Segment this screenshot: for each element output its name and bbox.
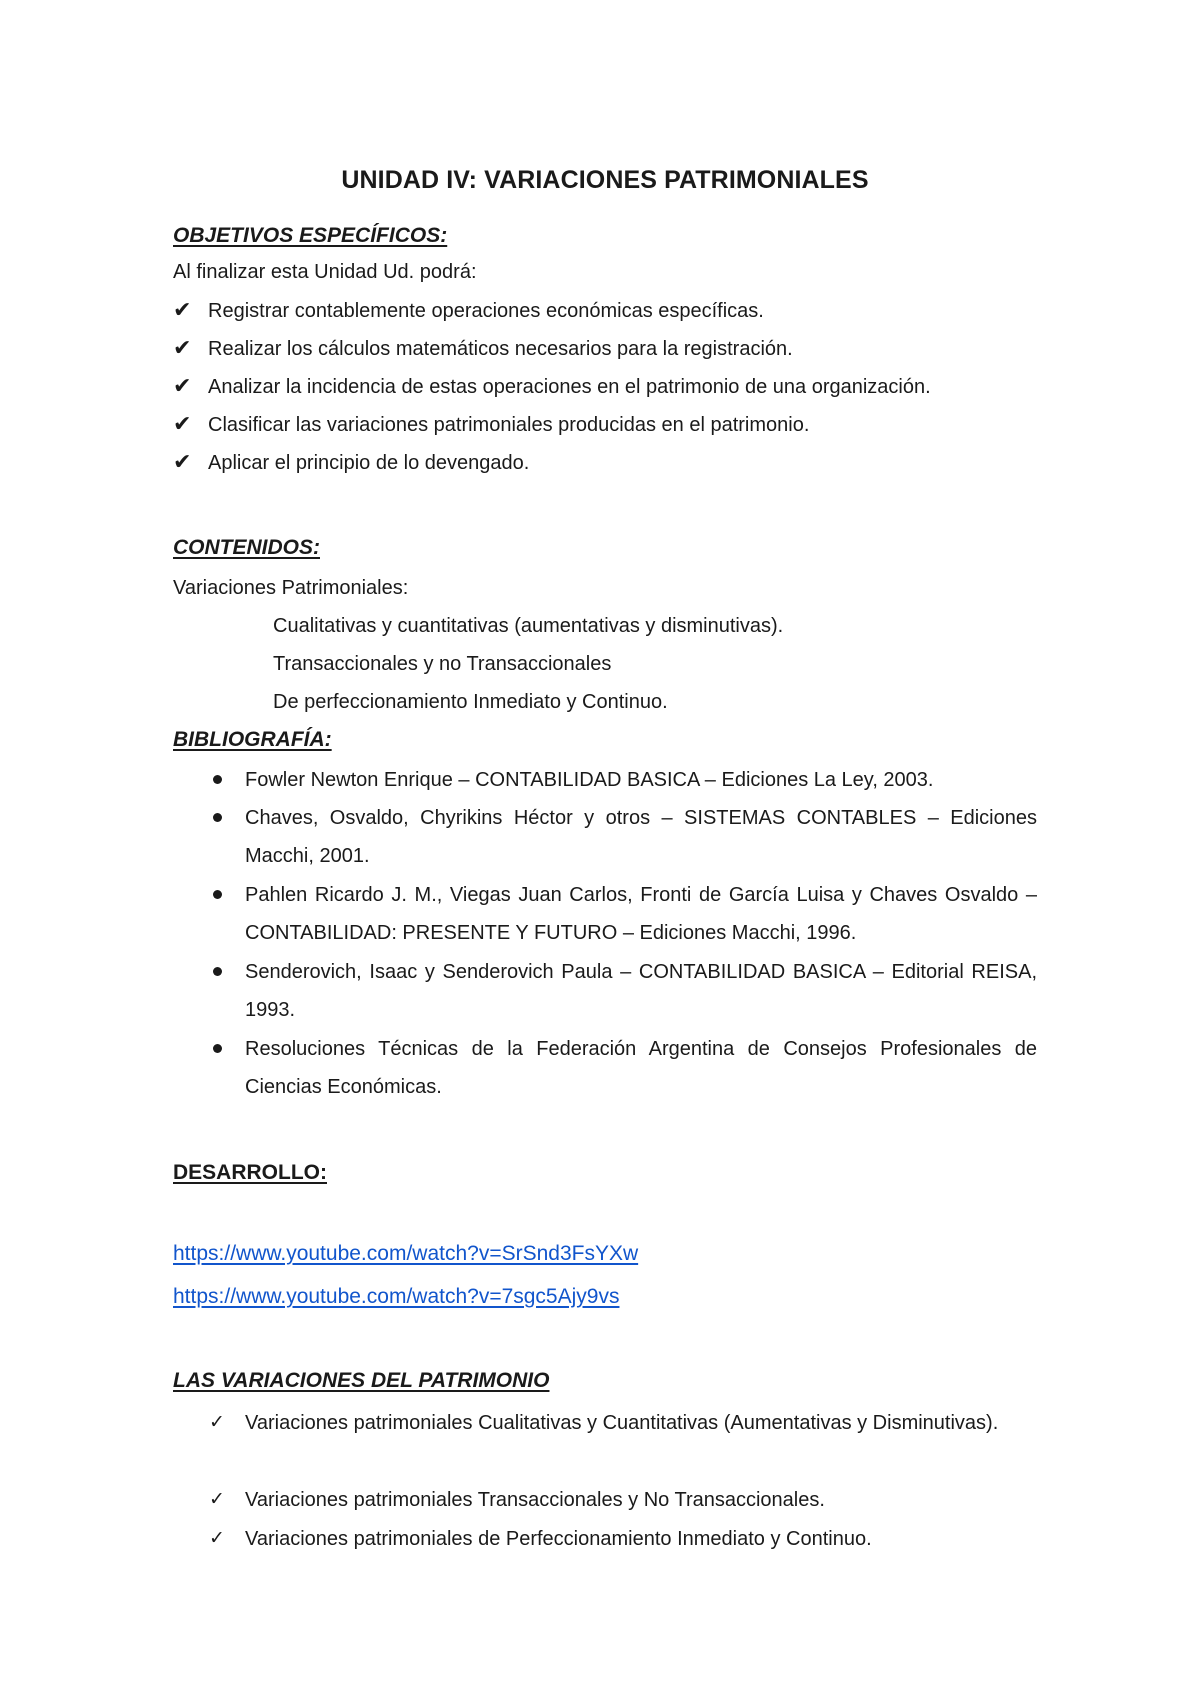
objetivos-heading: OBJETIVOS ESPECÍFICOS: (173, 224, 448, 247)
youtube-link-2[interactable]: https://www.youtube.com/watch?v=7sgc5Ajy9vs (173, 1285, 620, 1308)
objetivo-item: ✔ Clasificar las variaciones patrimoniales producidas en el patrimonio. (173, 411, 810, 436)
variaciones-heading: LAS VARIACIONES DEL PATRIMONIO (173, 1369, 550, 1392)
variacion-item: ✓ Variaciones patrimoniales Cualitativas y Cuantitativas (Aumentativas y Disminutivas). (203, 1404, 1037, 1442)
bibliografia-item: Pahlen Ricardo J. M., Viegas Juan Carlos, Fronti de García Luisa y Chaves Osvaldo – CONTABILIDAD: PRESENTE Y FUTURO – Ediciones Macchi, 1996. (203, 876, 1037, 952)
checkmark-icon: ✓ (209, 1412, 225, 1433)
contenido-item: De perfeccionamiento Inmediato y Continuo. (273, 691, 668, 713)
bibliografia-item: Senderovich, Isaac y Senderovich Paula – CONTABILIDAD BASICA – Editorial REISA, 1993. (203, 953, 1037, 1029)
contenidos-intro: Variaciones Patrimoniales: (173, 577, 409, 599)
objetivos-intro: Al finalizar esta Unidad Ud. podrá: (173, 261, 477, 283)
objetivo-item: ✔ Analizar la incidencia de estas operaciones en el patrimonio de una organización. (173, 373, 931, 398)
youtube-link-1[interactable]: https://www.youtube.com/watch?v=SrSnd3FsYXw (173, 1242, 639, 1265)
variacion-item: ✓ Variaciones patrimoniales de Perfeccionamiento Inmediato y Continuo. (203, 1520, 1037, 1558)
bullet-icon (213, 967, 222, 976)
desarrollo-heading: DESARROLLO: (173, 1161, 327, 1184)
bullet-icon (213, 1044, 222, 1053)
variacion-item: ✓ Variaciones patrimoniales Transaccionales y No Transaccionales. (203, 1481, 1037, 1519)
objetivo-item: ✔ Registrar contablemente operaciones económicas específicas. (173, 297, 764, 322)
checkmark-icon: ✔ (173, 373, 192, 398)
contenidos-heading: CONTENIDOS: (173, 536, 320, 559)
objetivo-item: ✔ Realizar los cálculos matemáticos necesarios para la registración. (173, 335, 793, 360)
checkmark-icon: ✓ (209, 1528, 225, 1549)
checkmark-icon: ✔ (173, 411, 192, 436)
bibliografia-item: Fowler Newton Enrique – CONTABILIDAD BASICA – Ediciones La Ley, 2003. (203, 761, 1037, 799)
contenido-item: Cualitativas y cuantitativas (aumentativas y disminutivas). (273, 615, 784, 637)
contenido-item: Transaccionales y no Transaccionales (273, 653, 612, 675)
checkmark-icon: ✔ (173, 449, 192, 474)
bibliografia-item: Resoluciones Técnicas de la Federación Argentina de Consejos Profesionales de Ciencias Económicas. (203, 1030, 1037, 1106)
bibliografia-heading: BIBLIOGRAFÍA: (173, 728, 332, 751)
objetivo-item: ✔ Aplicar el principio de lo devengado. (173, 449, 530, 474)
page-title: UNIDAD IV: VARIACIONES PATRIMONIALES (341, 166, 869, 194)
checkmark-icon: ✔ (173, 335, 192, 360)
bullet-icon (213, 775, 222, 784)
checkmark-icon: ✔ (173, 297, 192, 322)
bibliografia-item: Chaves, Osvaldo, Chyrikins Héctor y otros – SISTEMAS CONTABLES – Ediciones Macchi, 2001. (203, 799, 1037, 875)
checkmark-icon: ✓ (209, 1489, 225, 1510)
bullet-icon (213, 813, 222, 822)
bullet-icon (213, 890, 222, 899)
